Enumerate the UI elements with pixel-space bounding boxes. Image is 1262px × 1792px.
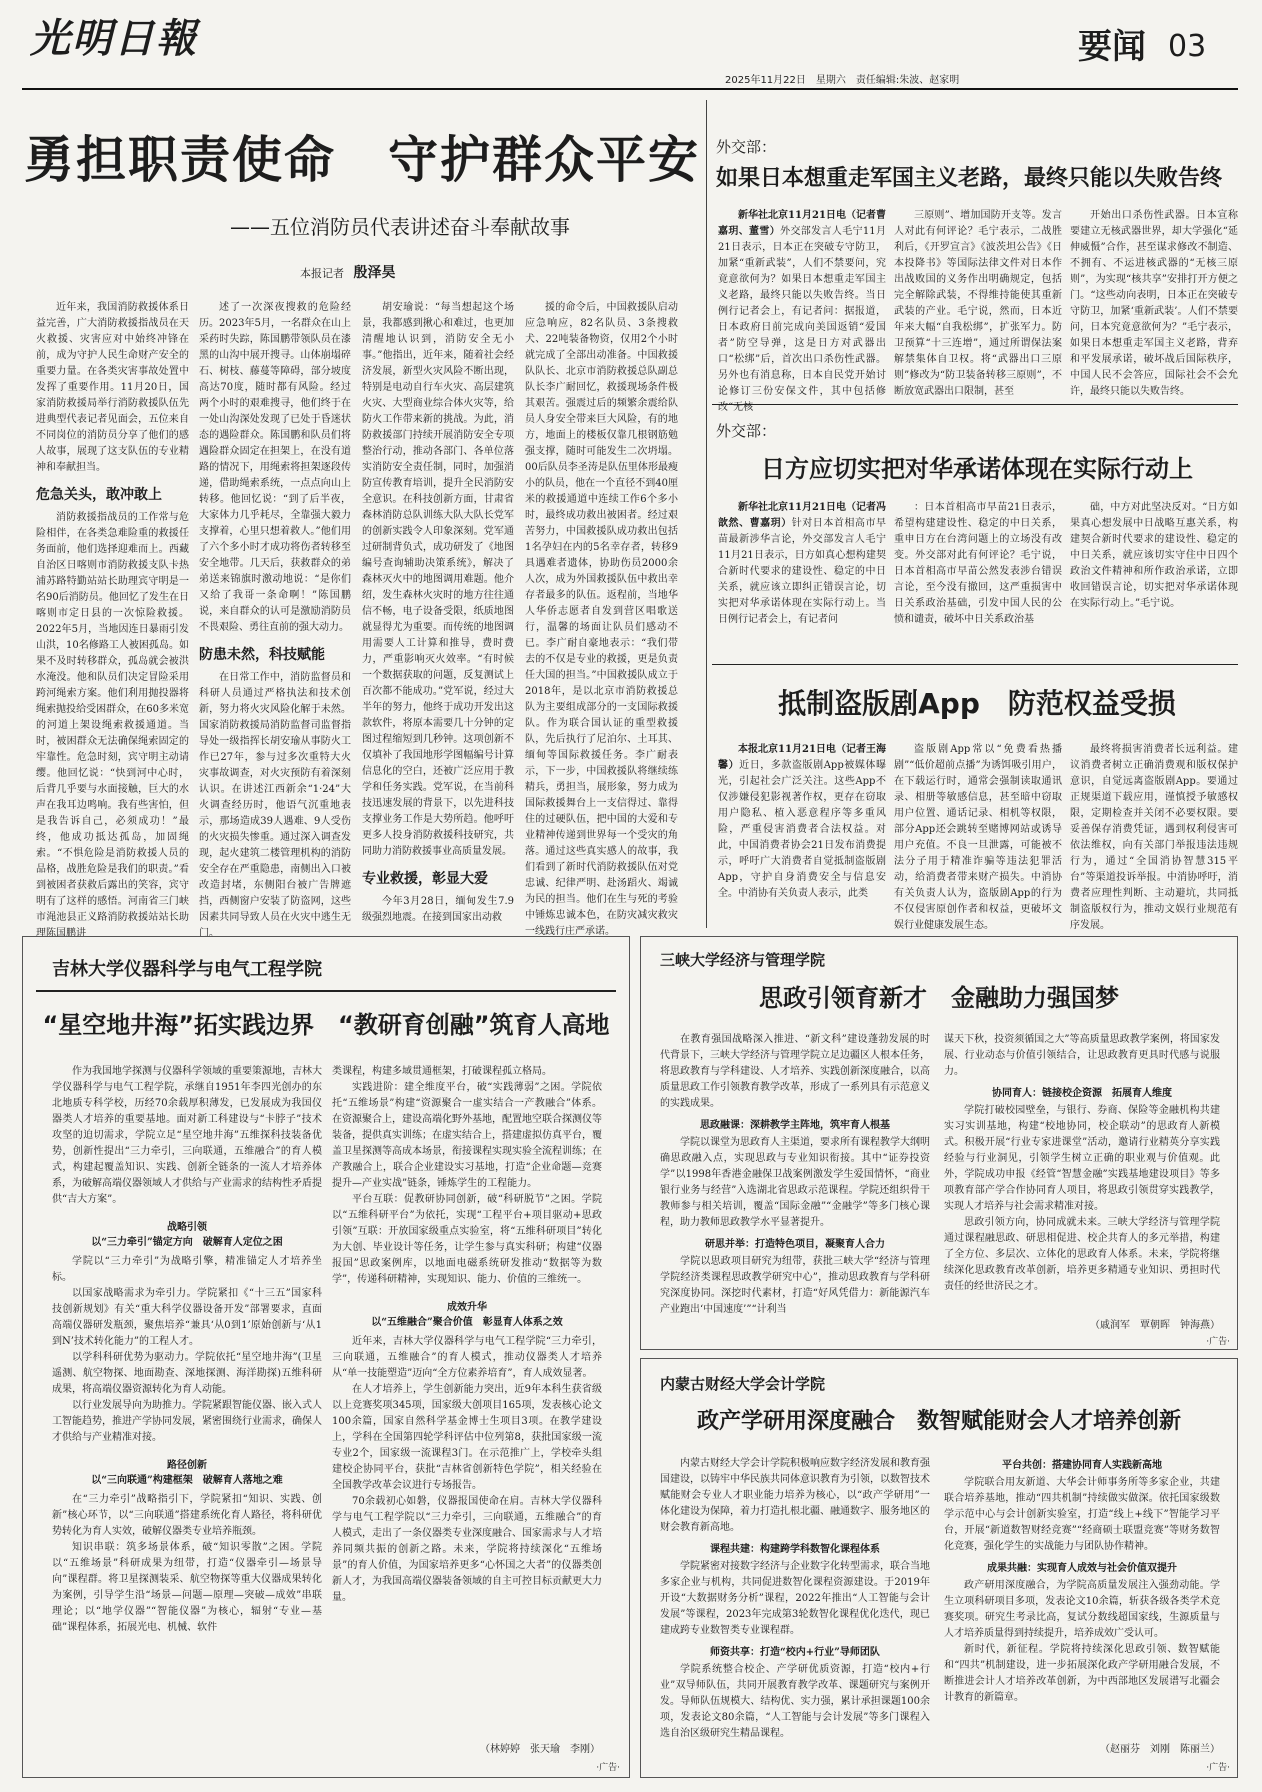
jilin-subheading-2: 以“三向联通”构建框架 破解育人落地之难: [91, 1475, 283, 1486]
mfa2-lead: 新华社北京11月21日电（记者冯歆然、曹嘉玥）: [718, 502, 886, 529]
mfa2-column-3: [1070, 500, 1238, 648]
sanxia-paragraph: 学院以课堂为思政育人主渠道，要求所有课程教学大纲明确思政融入点，实现思政与专业知识衔接。其中“证券投资学”以1998年香港金融保卫战案例激发学生爱国情怀，“商业银行业务与经营”入选湖北省思政示范课程。学院还组织骨干教师参与相关培训，覆盖“国际金融”“金融学”等多门核心课程，助力教师思政教学水平显著提升。: [660, 1137, 930, 1228]
nmg-column-2: [944, 1456, 1220, 1738]
nmg-paragraph: 学院联合用友新道、大华会计师事务所等多家企业，共建联合培养基地，推动“四共机制”持续做实做深。依托国家级数学示范中心与会计创新实验室，打造“线上+线下”智能学习平台，开展“新道数智财经竞赛”“经商硕士联盟竞赛”等财务数智化竞赛，强化学生的实战能力与团队协作精神。: [944, 1477, 1220, 1552]
jilin-heading-1: 战略引领: [167, 1222, 207, 1233]
sanxia-heading-1: 思政融课：深耕教学主阵地，筑牢育人根基: [700, 1120, 890, 1131]
jilin-heading-2: 路径创新: [167, 1460, 207, 1471]
sanxia-paragraph: 谋天下秋，投资须循国之大”等高质量思政教学案例，将国家发展、行业动态与价值引领结合，让思政教育更具时代感与说服力。: [944, 1034, 1220, 1077]
mfa2-text: 针对日本首相高市早苗最新涉华言论，外交部发言人毛宁11月21日表示，日方如真心想构建契合新时代要求的建设性、稳定的中日关系，就应该立即纠正错误言论，切实把对华承诺体现在实际行动上。当日例行记者会上，有记者问: [718, 518, 887, 625]
jilin-paragraph: 在人才培养上，学生创新能力突出，近9年本科生获省级以上竞赛奖项345项，国家级大创项目165项，发表核心论文100余篇，国家自然科学基金博士生项目3项。在教学建设上，学科在全国第四轮学科评估中位列第8，获批国家级一流专业2个，国家级一流课程3门。在示范推广上，学校牵头组建校企协同平台，获批“吉林省创新特色学院”，相关经验在全国教学改革会议进行专场报告。: [332, 1384, 602, 1491]
lead-title: 勇担职责使命 守护群众平安: [24, 131, 700, 189]
app-column-1: [718, 742, 886, 920]
sanxia-paragraph: 在教育强国战略深入推进、“新文科”建设蓬勃发展的时代背景下，三峡大学经济与管理学院立足边疆区人根本任务，将思政教育与学科建设、人才培养、实践创新深度融合，以高质量思政工作引领教育教学改革，形成了一系列具有示范意义的实践成果。: [660, 1034, 930, 1109]
lead-column-4: [525, 300, 678, 937]
lead-heading-3: 专业救援，彰显大爱: [362, 871, 488, 887]
jilin-subheading-3: 以“五维融合”聚合价值 彰显育人体系之效: [371, 1317, 563, 1328]
section-rule: [712, 664, 1238, 665]
lead-paragraph: 述了一次深夜搜救的危险经历。2023年5月，一名群众在山上采药时失踪，陈国鹏带领队员在漆黑的山沟中展开搜寻。山体崩塌碎石、树枝、藤蔓等障碍，部分坡度高达70度，随时都有风险。经过两个小时的艰难搜寻，他们终于在一处山沟深处发现了已处于昏迷状态的遇险群众。陈国鹏和队员们将遇险群众固定在担架上，在没有道路的情况下，用绳索将担架逐段传递，借助绳索系统，一点点向山上转移。他回忆说：“到了后半夜，大家体力几乎耗尽，全靠强大毅力支撑着，心里只想着救人。”他们用了六个多小时才成功将伤者转移至安全地带。几天后，获救群众的弟弟送来锦旗时激动地说：“是你们又给了我哥一条命啊！”陈国鹏说，来自群众的认可是激励消防员不畏艰险、勇往直前的强大动力。: [199, 302, 351, 633]
lead-paragraph: 近年来，我国消防救援体系日益完善，广大消防救援指战员在天火救援、灾害应对中始终冲锋在前，成为守护人民生命财产安全的重要力量。在各类灾害事故处置中发挥了重要作用。11月20日，国家消防救援局举行消防救援队伍先进典型代表记者见面会，五位来自不同岗位的消防员分享了他们的感人故事，展现了这支队伍的专业精神和奉献担当。: [36, 302, 189, 473]
mfa1-kicker: 外交部：: [716, 138, 777, 156]
jilin-paragraph: 平台互联：促教研协同创新，破“科研脱节”之困。学院以“五维科研平台”为依托，实现“工程平台+项目驱动+思政引领”互联：开放国家级重点实验室，将“五维科研项目”转化为大创、毕业设计等任务，让学生参与真实科研；构建“仪器报国”思政案例库，以地面电磁系统研发推动“数据等为数学”，传递科研精神，实现知识、能力、价值的三维统一。: [332, 1194, 602, 1285]
app-column-2: [894, 742, 1062, 931]
jilin-paragraph: 以学科科研优势为驱动力。学院依托“星空地井海”(卫星遥测、航空物探、地面勘查、深地探测、海洋勘探)五维科研成果，将高端仪器资源转化为育人动能。: [52, 1352, 322, 1395]
masthead-rule: [22, 88, 1238, 90]
sanxia-title: 思政引领育新才 金融助力强国梦: [759, 984, 1119, 1012]
lead-subtitle: ——五位消防员代表讲述奋斗奉献故事: [230, 215, 570, 239]
nmg-column-1: [660, 1456, 930, 1752]
section-name: 要闻: [1078, 27, 1146, 67]
byline-label: 本报记者: [300, 267, 344, 280]
nmg-paragraph: 学院系统整合校企、产学研优质资源，打造“校内+行业”双导师队伍，共同开展教育教学改革、课题研究与案例开发。导师队伍规模大、结构优、实力强，累计承担课题100余项，发表论文80余篇，“人工智能与会计发展”等多门课程入选自治区级研究生精品课程。: [660, 1664, 930, 1739]
nmg-school: 内蒙古财经大学会计学院: [660, 1375, 826, 1393]
app-title: 抵制盗版剧App 防范权益受损: [778, 687, 1176, 720]
lead-byline: [300, 262, 560, 282]
mfa1-column-2: [894, 208, 1062, 397]
lead-heading-1: 危急关头，敢冲敢上: [36, 487, 162, 503]
lead-paragraph: 消防救援指战员的工作常与危险相伴，在各类急难险重的救援任务面前，他们选择迎难而上。西藏自治区日喀则市消防救援支队卡热浦苏路特勤站站长助理宾守明是一名90后消防员。他回忆了发生在日喀则市定日县的一次惊险救援。2022年5月，当地因连日暴雨引发山洪，10名修路工人被困孤岛。如果不及时转移群众，孤岛就会被洪水淹没。他和队员们决定冒险采用跨河绳索方案。他们利用抛投器将绳索抛投给受困群众，在60多米宽的河道上架设绳索救援通道。当时，被困群众无法确保绳索固定的牢靠性。危急时刻，宾守明主动请缨。他回忆说：“快到河中心时，后背几乎要与水面接触，巨大的水声在我耳边鸣响。我有些害怕，但是我告诉自己，必须成功！”最终，他成功抵达孤岛，加固绳索。“不惧危险是消防救援人员的品格，战胜危险是我们的职责。”看到被困者获救后露出的笑容，宾守明有了这样的感悟。河南省三门峡市渑池县正义路消防救援站站长助理陈国鹏讲: [36, 512, 189, 939]
app-column-3: [1070, 742, 1238, 931]
mfa2-title: 日方应切实把对华承诺体现在实际行动上: [761, 455, 1193, 483]
masthead-logo: 光明日報: [30, 15, 198, 62]
section-rule: [712, 404, 1238, 405]
nmg-paragraph: 学院紧密对接数字经济与企业数字化转型需求，联合当地多家企业与机构，共同促进数智化课程资源建设。于2019年开设“大数据财务分析”课程，2022年推出“人工智能与会计发展”等课程，2023年完成第3轮数智化课程优化迭代，现已建成跨专业数智类专业课程群。: [660, 1561, 930, 1636]
nmg-paragraph: 政产研用深度融合，为学院高质量发展注入强劲动能。学生立项科研项目多项，发表论文10余篇，斩获各级各类学术竞赛奖项。研究生考录比高，复试分数线超国家线，生源质量与人才培养质量得到持续提升，培养成效广受认可。: [944, 1580, 1220, 1639]
mfa1-text: 开始出口杀伤性武器。日本宣称要建立无核武器世界，却大学强化“延伸威慑”合作，甚至谋求修改不制造、不拥有、不运进核武器的“无核三原则”，为实现“核共享”安排打开方便之门。“这些动向表明，日本正在突破专守防卫，加紧‘重新武装’。人们不禁要问，日本究竟意欲何为？”毛宁表示，如果日本想重走军国主义老路，背弃和平发展承诺，破坏战后国际秩序，中国人民不会答应，国际社会不会允许，最终只能以失败告终。: [1070, 210, 1238, 397]
mfa1-title: 如果日本想重走军国主义老路，最终只能以失败告终: [716, 166, 1223, 191]
column-divider: [706, 100, 707, 928]
nmg-ad-label: ·广告·: [1206, 1763, 1230, 1773]
byline-name: 殷泽昊: [353, 265, 396, 281]
mfa1-lead: 新华社北京11月21日电（记者曹嘉玥、董雪）: [718, 210, 886, 237]
jilin-paragraph: 类课程，构建多域贯通框架，打破课程孤立格局。: [332, 1066, 552, 1077]
sanxia-column-2: [944, 1032, 1220, 1318]
jilin-title: “星空地井海”拓实践边界 “教研育创融”筑育人高地: [42, 1011, 610, 1039]
app-text: 近日，多款盗版剧App被媒体曝光，引起社会广泛关注。这些App不仅涉嫌侵犯影视著作权，更存在窃取用户隐私、植入恶意程序等多重风险，严重侵害消费者合法权益。对此，中国消费者协会21日发布消费提示，呼吁广大消费者自觉抵制盗版剧App，守护自身消费安全与信息安全。中消协有关负责人表示，此类: [718, 760, 886, 899]
lead-paragraph: 援的命令后，中国救援队启动应急响应，82名队员、3条搜救犬、22吨装备物资，仅用2个小时就完成了全部出动准备。中国救援队队长、北京市消防救援总队副总队长李广耐回忆，救援现场条件极其艰苦。强震过后的频繁余震给队员人身安全带来巨大风险，有的地方，地面上的楼板仅靠几根钢筋勉强支撑，随时可能发生二次坍塌。00后队员李圣涛是队伍里体形最瘦小的队员，他在一个直径不到40厘米的救援通道中连续工作6个多小时，最终成功救出被困者。经过艰苦努力，中国救援队成功救出包括1名孕妇在内的5名幸存者，转移9具遇难者遗体，协助伤员2000余人次，成为外国救援队伍中救出幸存者最多的队伍。返程前，当地华人华侨志愿者自发到营区唱歌送行，温馨的场面让队员们感动不已。李广耐自豪地表示：“我们带去的不仅是专业的救援，更是负责任大国的担当。”中国救援队成立于2018年，是以北京市消防救援总队为主要组成部分的一支国际救援队。作为联合国认证的重型救援队，先后执行了尼泊尔、土耳其、缅甸等国际救援任务。李广耐表示，下一步，中国救援队将继续练精兵，勇担当，展形象，努力成为国际救援舞台上一支信得过、靠得住的过硬队伍，把中国的大爱和专业精神传递到世界每一个受灾的角落。通过这些真实感人的故事，我们看到了新时代消防救援队伍对党忠诚、纪律严明、赴汤蹈火、竭诚为民的担当。他们在生与死的考验中锤炼忠诚本色，在防灾减灾救灾一线践行庄严承诺。: [525, 302, 678, 937]
jilin-subheading-1: 以“三力牵引”锚定方向 破解育人定位之困: [91, 1237, 283, 1248]
app-text: 盗版剧App常以“免费看热播剧”“低价超前点播”为诱饵吸引用户，在下载运行时，通常会强制读取通讯录、相册等敏感信息，甚至暗中窃取用户位置、通话记录、相机等权限，部分App还会跳转至赌博网站或诱导用户充值。不良一旦泄露，可能被不法分子用于精准诈骗等违法犯罪活动，给消费者带来财产损失。中消协有关负责人认为，盗版剧App的行为不仅侵害原创作者和权益，更破坏文娱行业健康发展生态。: [894, 744, 1062, 931]
sanxia-heading-3: 协同育人：链接校企资源 拓展育人维度: [992, 1088, 1172, 1099]
lead-paragraph: 在日常工作中，消防监督员和科研人员通过严格执法和技术创新，努力将火灾风险化解于未然。国家消防救援局消防监督司监督指导处一级指挥长胡安瑜从事防火工作已27年，参与过多次重特大火灾事故调查，对火灾预防有着深刻认识。在讲述江西新余“1·24”大火调查经历时，他语气沉重地表示，那场造成39人遇难、9人受伤的火灾损失惨重。通过深入调查发现，起火建筑二楼管理机构的消防安全存在严重隐患，南侧出入口被改造封堵，东侧阳台被广告牌遮挡，西侧窗户安装了防盗网，这些因素共同导致人员在火灾中逃生无门。: [199, 672, 351, 939]
jilin-authors: （林婷婷 张天瑜 李刚）: [480, 1744, 600, 1755]
jilin-heading-3: 成效升华: [447, 1302, 487, 1313]
nmg-heading-1: 课程共建：构建跨学科数智化课程体系: [710, 1544, 880, 1555]
mfa2-column-1: [718, 500, 886, 648]
jilin-paragraph: 70余载初心如磐，仪器报国使命在肩。吉林大学仪器科学与电气工程学院以“三力牵引，三向联通，五维融合”的育人模式，走出了一条仪器类专业深度融合、国家需求与人才培养同频共振的创新之路。未来，学院将持续深化“五维场景”的育人价值，为国家培养更多“心怀国之大者”的仪器类创新人才，为我国高端仪器装备领域的自主可控目标贡献更大力量。: [332, 1496, 602, 1603]
lead-column-2: [199, 300, 351, 939]
jilin-intro: 作为我国地学探测与仪器科学领域的重要策源地，吉林大学仪器科学与电气工程学院，承继自1951年李四光创办的东北地质专科学校，历经70余载厚积薄发，已发展成为我国仪器类人才培养的重要基地。面对新工科建设与“卡脖子”技术攻坚的迫切需求，学院立足“星空地井海”五维探科技装备优势，创新性提出“三力牵引，三向联通，五维融合”的育人模式，构建起覆盖知识、实践、创新全链条的一流人才培养体系，为破解高端仪器领域人才供给与产业需求的结构性矛盾提供“吉大方案”。: [52, 1066, 322, 1205]
nmg-heading-2: 师资共享：打造“校内+行业”导师团队: [710, 1647, 880, 1658]
app-lead: 本报北京11月21日电（记者王海馨）: [718, 744, 886, 771]
mfa2-kicker: 外交部：: [716, 422, 777, 440]
jilin-paragraph: 知识串联：筑多场景体系，破“知识零散”之困。学院以“五维场景”科研成果为纽带，打造“仪器牵引—场景导向”课程群。将卫星探测装采、航空物探等重大仪器成果转化为案例，引导学生沿“场景—问题—原理—突破—成效”串联理论；以“地学仪器”“智能仪器”为核心，辐射“专业—基础”课程体系，拓展光电、机械、软件: [52, 1542, 322, 1633]
jilin-rule: [36, 990, 616, 992]
nmg-heading-3: 平台共创：搭建协同育人实践新高地: [1002, 1460, 1162, 1471]
app-text: 最终将损害消费者长远利益。建议消费者树立正确消费观和版权保护意识，自觉远离盗版剧App。要通过正规渠道下载应用，谨慎授予敏感权限，定期检查并关闭不必要权限。要妥善保存消费凭证，遇到权利侵害可依法维权，向有关部门举报违法违规行为，通过“全国消协智慧315平台”等渠道投诉举报。中消协呼吁，消费者应理性判断、主动避坑，共同抵制盗版权行为，推动文娱行业规范有序发展。: [1070, 744, 1238, 931]
nmg-paragraph: 内蒙古财经大学会计学院积极响应数字经济发展和教育强国建设，以铸牢中华民族共同体意识教育为引领，以数智技术赋能财会专业人才职业能力培养为核心，以“政产学研用”一体化建设为保障，着力打造扎根北疆、融通数字、服务地区的财会教育新高地。: [660, 1458, 930, 1533]
nmg-paragraph: 新时代，新征程。学院将持续深化思政引领、数智赋能和“四共”机制建设，进一步拓展深化政产学研用融合发展，不断推进会计人才培养改革创新，为中西部地区发展谱写北疆会计教育的新篇章。: [944, 1644, 1220, 1703]
page-number: 03: [1168, 29, 1207, 64]
mfa2-column-2: [894, 500, 1062, 648]
date-line: 2025年11月22日 星期六 责任编辑:朱波、赵家明: [725, 75, 960, 86]
sanxia-heading-2: 研思并举：打造特色项目，凝聚育人合力: [705, 1239, 885, 1250]
nmg-authors: （赵丽芬 刘刚 陈丽兰）: [1100, 1744, 1220, 1755]
mfa1-column-1: [718, 208, 886, 413]
jilin-column-2: [332, 1064, 602, 1736]
jilin-paragraph: 以行业发展导向为助推力。学院紧跟智能仪器、嵌入式人工智能趋势，推进产学协同发展，紧密围绕行业需求，确保人才供给与产业精准对接。: [52, 1400, 322, 1443]
mfa1-text: 三原则”、增加国防开支等。发言人对此有何评论？毛宁表示，二战胜利后，《开罗宣言》《波茨坦公告》《日本投降书》等国际法律文件对日本作出战败国的义务作出明确规定，包括完全解除武装，不得维持能使其重新武装的产业。毛宁说，然而，日本近年来大幅“自我松绑”，扩张军力。防卫预算“十三连增”，通过所谓保法案解禁集体自卫权。将“武器出口三原则”修改为“防卫装备转移三原则”，不断放宽武器出口限制，甚至: [894, 210, 1062, 397]
nmg-heading-4: 成果共融：实现育人成效与社会价值双提升: [987, 1563, 1177, 1574]
sanxia-paragraph: 学院打破校园壁垒，与银行、券商、保险等金融机构共建实习实训基地，构建“校地协同，校企联动”的思政育人新模式。积极开展“行业专家进课堂”活动，邀请行业精英分享实践经验与行业洞见，引领学生树立正确的职业观与价值观。此外，学院成功申报《经管“智慧金融”实践基地建设项目》等多项教育部产学合作协同育人项目，将思政引领贯穿实践教学，实现人才培养与社会需求精准对接。: [944, 1105, 1220, 1212]
jilin-paragraph: 在“三力牵引”战略指引下，学院紧扣“知识、实践、创新”核心环节，以“三向联通”搭建系统化育人路径，将科研优势转化为育人实效，破解仪器类专业培养瓶颈。: [52, 1494, 322, 1537]
mfa2-text: ：日本首相高市早苗21日表示，希望构建建设性、稳定的中日关系，重申日方在台湾问题上的立场没有改变。外交部对此有何评论？毛宁说，日本首相高市早苗公然发表涉台错误言论，至今没有撤回，这严重损害中日关系政治基础，引发中国人民的公愤和谴责，破坏中日关系政治基: [894, 502, 1062, 625]
jilin-school: 吉林大学仪器科学与电气工程学院: [52, 959, 322, 980]
mfa1-text: 外交部发言人毛宁11月21日表示，日本正在突破专守防卫，加紧“重新武装”，人们不禁要问，究竟意欲何为？如果日本想重走军国主义老路，最终只能以失败告终。当日例行记者会上，有记者问：据报道，日本政府日前完成向美国返销“爱国者”防空导弹，这是日方对武器出口“松绑”后，首次出口杀伤性武器。另外也有消息称，日本自民党开始讨论修订三份安保文件，其中包括修改“无核: [718, 226, 886, 413]
sanxia-column-1: [660, 1032, 930, 1332]
sanxia-school: 三峡大学经济与管理学院: [660, 951, 826, 969]
mfa1-column-3: [1070, 208, 1238, 397]
jilin-column-1: [52, 1064, 322, 1750]
jilin-paragraph: 以国家战略需求为牵引力。学院紧扣《“十三五”国家科技创新规划》有关“重大科学仪器设备开发”部署要求，直面高端仪器研发瓶颈，聚焦培养“兼具‘从0到1’原始创新与‘从1到N’技术转化能力”的工程人才。: [52, 1288, 322, 1347]
sanxia-authors: （戚润军 覃朝晖 钟海燕）: [1090, 1320, 1220, 1331]
lead-heading-2: 防患未然，科技赋能: [199, 647, 325, 663]
jilin-ad-label: ·广告·: [596, 1763, 620, 1773]
jilin-paragraph: 近年来，吉林大学仪器科学与电气工程学院“三力牵引，三向联通，五维融合”的育人模式，推动仪器类人才培养从“单一技能塑造”迈向“全方位素养培育”，育人成效显著。: [332, 1336, 602, 1379]
sanxia-paragraph: 学院以思政项目研究为纽带，获批三峡大学“经济与管理学院经济类课程思政教学研究中心”，推动思政教育与学科研究深度协同。深挖时代素材，打造“好风凭借力：新能源汽车产业跑出‘中国速度’”“计利当: [660, 1256, 930, 1315]
nmg-title: 政产学研用深度融合 数智赋能财会人才培养创新: [696, 1409, 1181, 1434]
sanxia-paragraph: 思政引领方向，协同成就未来。三峡大学经济与管理学院通过课程融思政、研思相促进、校企共育人的多元举措，构建了全方位、多层次、立体化的思政育人体系。未来，学院将继续深化思政教育改革创新，培养更多精通专业知识、勇担时代责任的经世济民之才。: [944, 1217, 1220, 1292]
lead-column-1: [36, 300, 189, 939]
mfa2-text: 础，中方对此坚决反对。“日方如果真心想发展中日战略互惠关系，构建契合新时代要求的建设性、稳定的中日关系，就应该切实守住中日四个政治文件精神和所作政治承诺，立即收回错误言论，切实把对华承诺体现在实际行动上。”毛宁说。: [1070, 502, 1238, 609]
lead-paragraph: 胡安瑜说：“每当想起这个场景，我都感到揪心和难过，也更加清醒地认识到，消防安全无小事。”他指出，近年来，随着社会经济发展，新型火灾风险不断出现，特别是电动自行车火灾、高层建筑火灾、大型商业综合体火灾等，给防火工作带来新的挑战。为此，消防救援部门持续开展消防安全专项整治行动，推动各部门、各单位落实消防安全责任制，同时，加强消防宣传教育培训，提升全民消防安全意识。在科技创新方面，甘肃省森林消防总队训练大队大队长党军的创新实践令人印象深刻。党军通过研制背负式，成功研发了《地图编号查询辅助决策系统》，解决了森林灭火中的地图调用难题。他介绍，发生森林火灾时的地方往往通信不畅，电子设备受限，纸质地图就显得尤为重要。而传统的地图调用需要人工计算和推导，费时费力，严重影响灭火效率。“有时候一个数据获取的问题，反复测试上百次都不能成功。”党军说，经过大半年的努力，他终于成功开发出这款软件，将原本需要几十分钟的定图过程缩短到几秒钟。这项创新不仅填补了我国地形学图幅编号计算信息化的空白，还被广泛应用于教学和任务实践。党军说，在当前科技迅速发展的背景下，以先进科技支撑业务工作是大势所趋。他呼吁更多人投身消防救援科技研究，共同助力消防救援事业高质量发展。: [362, 302, 514, 857]
jilin-paragraph: 学院以“三力牵引”为战略引擎，精准锚定人才培养坐标。: [52, 1256, 322, 1283]
lead-column-3: [362, 300, 514, 923]
jilin-paragraph: 实践进阶：建全维度平台，破“实践薄弱”之困。学院依托“五维场景”构建“资源聚合一虚实结合一产教融合”体系。在资源聚合上，建设高端化野外基地，配置地空联合探测仪等装备，提供真实训练；在虚实结合上，搭建虚拟仿真平台，覆盖卫星探测等高成本场景，衔接课程实现实验全流程训练；在产教融合上，联合企业建设实习基地，打造“企业命题—竞赛提升—产业实战”链条，锤炼学生的工程能力。: [332, 1082, 602, 1189]
sanxia-ad-label: ·广告·: [1206, 1337, 1230, 1347]
lead-paragraph: 今年3月28日，缅甸发生7.9级强烈地震。在接到国家出动救: [362, 896, 514, 923]
